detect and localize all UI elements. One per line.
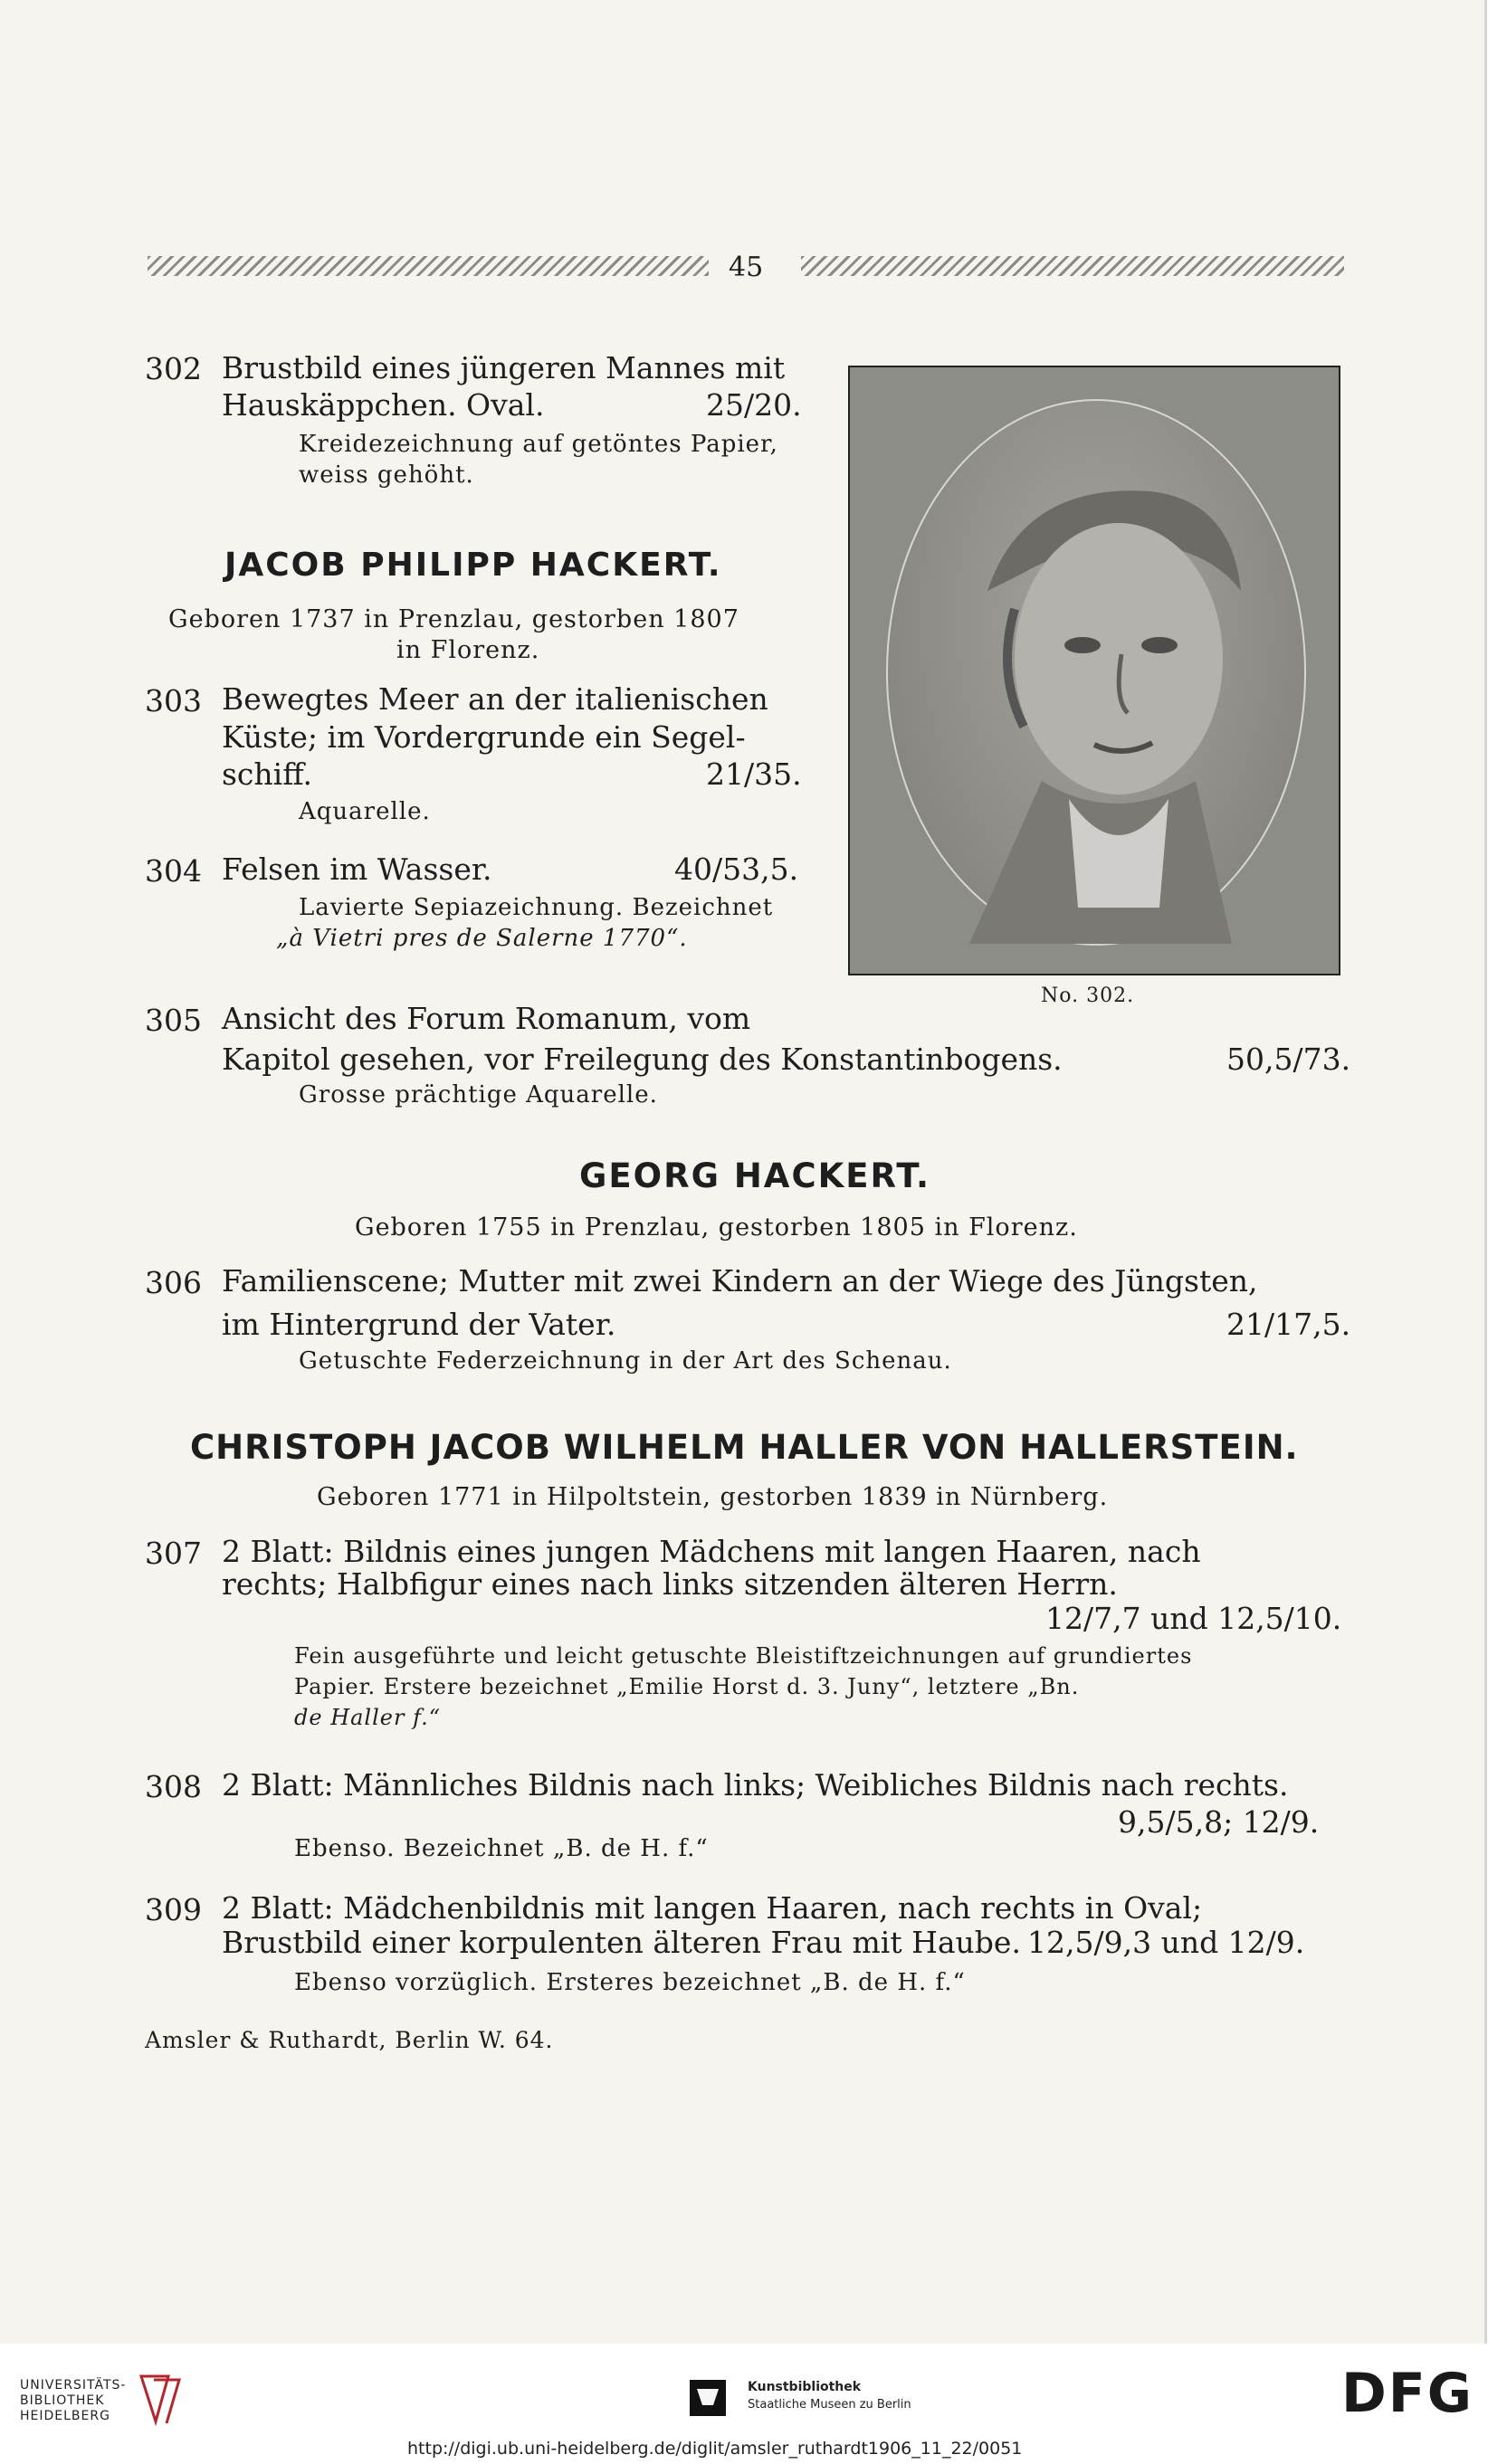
entry-304-size: 40/53,5. [674,851,799,887]
page-number: 45 [729,252,764,283]
entry-number-306: 306 [145,1265,202,1300]
kunstbibliothek-label: Kunstbibliothek [748,2380,862,2394]
kunstbibliothek-eagle-icon [688,2378,728,2418]
entry-306-line2: im Hintergrund der Vater. [222,1307,616,1342]
university-label-line1: UNIVERSITÄTS- [20,2378,127,2393]
entry-number-305: 305 [145,1003,202,1038]
entry-309-line2: Brustbild einer korpulenten älteren Frau mit Haube. [222,1925,1021,1960]
entry-305-line1: Ansicht des Forum Romanum, vom [222,1001,751,1036]
artist-1-bio-line1: Geboren 1737 in Prenzlau, gestorben 1807 [168,605,739,633]
entry-309-line1: 2 Blatt: Mädchenbildnis mit langen Haaren, nach rechts in Oval; [222,1890,1203,1926]
entry-303-size: 21/35. [706,756,802,792]
entry-308-note1: Ebenso. Bezeichnet „B. de H. f.“ [294,1835,709,1862]
entry-302-line2: Hauskäppchen. Oval. [222,387,545,423]
entry-302-note2: weiss gehöht. [299,461,474,489]
dfg-logo: DFG [1341,2362,1474,2425]
header-ornament-right [801,256,1344,276]
artist-1-bio-line2: in Florenz. [396,636,540,664]
entry-308-size: 9,5/5,8; 12/9. [1118,1804,1320,1840]
artist-3-bio: Geboren 1771 in Hilpoltstein, gestorben 1839 in Nürnberg. [317,1483,1109,1511]
entry-307-note1: Fein ausgeführte und leicht getuschte Bleistiftzeichnungen auf grundiertes [294,1643,1193,1669]
university-label-line3: HEIDELBERG [20,2409,110,2423]
permalink-url[interactable]: http://digi.ub.uni-heidelberg.de/diglit/amsler_ruthardt1906_11_22/0051 [407,2439,1023,2459]
portrait-illustration [848,366,1340,975]
entry-303-line2: Küste; im Vordergrunde ein Segel- [222,719,746,755]
artist-heading-haller-von-hallerstein: CHRISTOPH JACOB WILHELM HALLER VON HALLERSTEIN. [190,1428,1299,1467]
entry-308-line1: 2 Blatt: Männliches Bildnis nach links; Weibliches Bildnis nach rechts. [222,1767,1289,1803]
entry-306-note1: Getuschte Federzeichnung in der Art des Schenau. [299,1347,952,1375]
entry-307-note2: Papier. Erstere bezeichnet „Emilie Horst d. 3. Juny“, letztere „Bn. [294,1674,1080,1699]
entry-305-size: 50,5/73. [1226,1042,1351,1077]
entry-303-note1: Aquarelle. [299,798,431,825]
header-ornament-left [148,256,709,276]
university-library-label [20,2378,126,2424]
entry-302-size: 25/20. [706,387,802,423]
entry-305-line2: Kapitol gesehen, vor Freilegung des Konstantinbogens. [222,1042,1063,1077]
entry-304-note1: Lavierte Sepiazeichnung. Bezeichnet [299,894,774,921]
entry-307-line2: rechts; Halbfigur eines nach links sitzenden älteren Herrn. [222,1566,1118,1602]
portrait-oval-frame [886,399,1306,946]
entry-number-303: 303 [145,683,202,718]
entry-309-note1: Ebenso vorzüglich. Ersteres bezeichnet „B. de H. f.“ [294,1969,966,1996]
entry-number-309: 309 [145,1892,202,1927]
university-logo-icon [136,2371,183,2427]
portrait-caption: No. 302. [1041,985,1135,1007]
entry-307-size: 12/7,7 und 12,5/10. [1045,1601,1342,1636]
entry-309-size: 12,5/9,3 und 12/9. [1027,1925,1305,1960]
entry-303-line1: Bewegtes Meer an der italienischen [222,681,768,717]
entry-number-307: 307 [145,1536,202,1571]
university-label-line2: BIBLIOTHEK [20,2393,105,2408]
entry-302-line1: Brustbild eines jüngeren Mannes mit [222,350,786,385]
entry-303-line3: schiff. [222,756,312,792]
entry-302-note1: Kreidezeichnung auf getöntes Papier, [299,431,778,458]
staatliche-museen-label: Staatliche Museen zu Berlin [748,2398,911,2412]
entry-number-308: 308 [145,1769,202,1804]
digitization-footer [0,2344,1507,2464]
publisher-imprint: Amsler & Ruthardt, Berlin W. 64. [145,2027,554,2053]
artist-heading-georg-hackert: GEORG HACKERT. [579,1156,931,1195]
artist-heading-jacob-philipp-hackert: JACOB PHILIPP HACKERT. [224,547,722,584]
artist-2-bio: Geboren 1755 in Prenzlau, gestorben 1805 in Florenz. [355,1213,1078,1242]
entry-307-note3: de Haller f.“ [294,1705,442,1730]
entry-306-line1: Familienscene; Mutter mit zwei Kindern an der Wiege des Jüngsten, [222,1263,1258,1299]
portrait-sketch [888,401,1304,944]
entry-304-line1: Felsen im Wasser. [222,851,492,887]
entry-number-302: 302 [145,351,202,386]
entry-number-304: 304 [145,853,202,889]
entry-304-note2: „à Vietri pres de Salerne 1770“. [276,925,688,952]
entry-307-line1: 2 Blatt: Bildnis eines jungen Mädchens mit langen Haaren, nach [222,1534,1201,1569]
entry-305-note1: Grosse prächtige Aquarelle. [299,1081,658,1108]
entry-306-size: 21/17,5. [1226,1307,1351,1342]
